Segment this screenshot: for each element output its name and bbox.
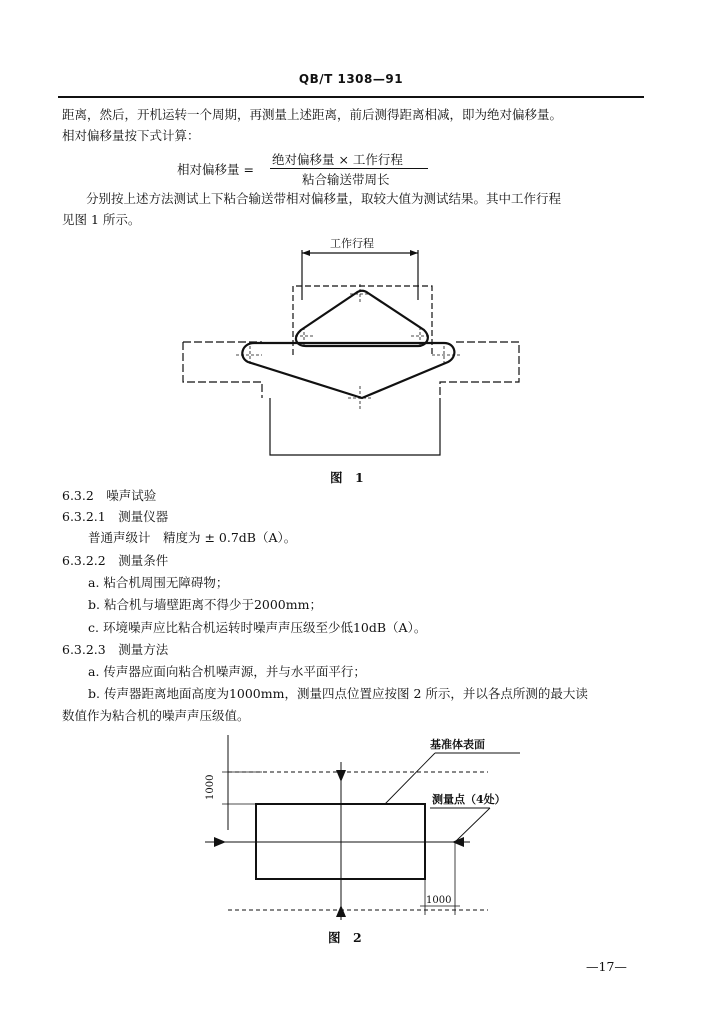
method-b-line-2: 数值作为粘合机的噪声声压级值。 (62, 708, 250, 723)
paragraph-line-2: 相对偏移量按下式计算： (62, 128, 200, 143)
section-6-3-2-title: 6.3.2 噪声试验 (62, 488, 157, 503)
method-a: a. 传声器应面向粘合机噪声源，并与水平面平行； (88, 664, 366, 679)
section-6-3-2-1-title: 6.3.2.1 测量仪器 (62, 509, 169, 524)
figure-2-caption: 图 2 (328, 930, 362, 945)
section-6-3-2-1-text: 普通声级计 精度为 ± 0.7dB（A）。 (88, 530, 297, 545)
condition-b: b. 粘合机与墙壁距离不得少于2000mm； (88, 597, 322, 612)
reference-surface-label: 基准体表面 (430, 738, 485, 751)
dim-vertical-label: 1000 (205, 774, 216, 800)
method-b-line-1: b. 传声器距离地面高度为1000mm，测量四点位置应按图 2 所示，并以各点所测的最大读 (88, 686, 588, 701)
dim-horizontal-label: 1000 (426, 895, 452, 906)
section-6-3-2-2-title: 6.3.2.2 测量条件 (62, 553, 169, 568)
formula-denominator: 粘合输送带周长 (302, 172, 390, 187)
measuring-point-arrow-bottom (336, 905, 346, 917)
formula-numerator: 绝对偏移量 × 工作行程 (272, 152, 403, 167)
paragraph-line-1: 距离，然后，开机运转一个周期，再测量上述距离，前后测得距离相减，即为绝对偏移量。 (62, 107, 563, 122)
condition-a: a. 粘合机周围无障碍物； (88, 575, 229, 590)
page-number: —17— (586, 959, 627, 974)
paragraph-2-line-1: 分别按上述方法测试上下粘合输送带相对偏移量，取较大值为测试结果。其中工作行程 (86, 191, 562, 206)
working-stroke-label: 工作行程 (330, 237, 374, 250)
condition-c: c. 环境噪声应比粘合机运转时噪声声压级至少低10dB（A）。 (88, 620, 427, 635)
reference-surface-leader (385, 753, 435, 804)
figure-1-caption: 图 1 (330, 470, 364, 485)
measuring-point-leader (455, 808, 490, 842)
section-6-3-2-3-title: 6.3.2.3 测量方法 (62, 642, 169, 657)
measuring-point-arrow-top (336, 770, 346, 782)
paragraph-2-line-2: 见图 1 所示。 (62, 212, 141, 227)
measuring-points-label: 测量点（4处） (432, 793, 506, 806)
standard-code-header: QB/T 1308—91 (298, 72, 404, 86)
measuring-point-arrow-left (214, 837, 226, 847)
formula-lhs: 相对偏移量 = (177, 162, 254, 177)
